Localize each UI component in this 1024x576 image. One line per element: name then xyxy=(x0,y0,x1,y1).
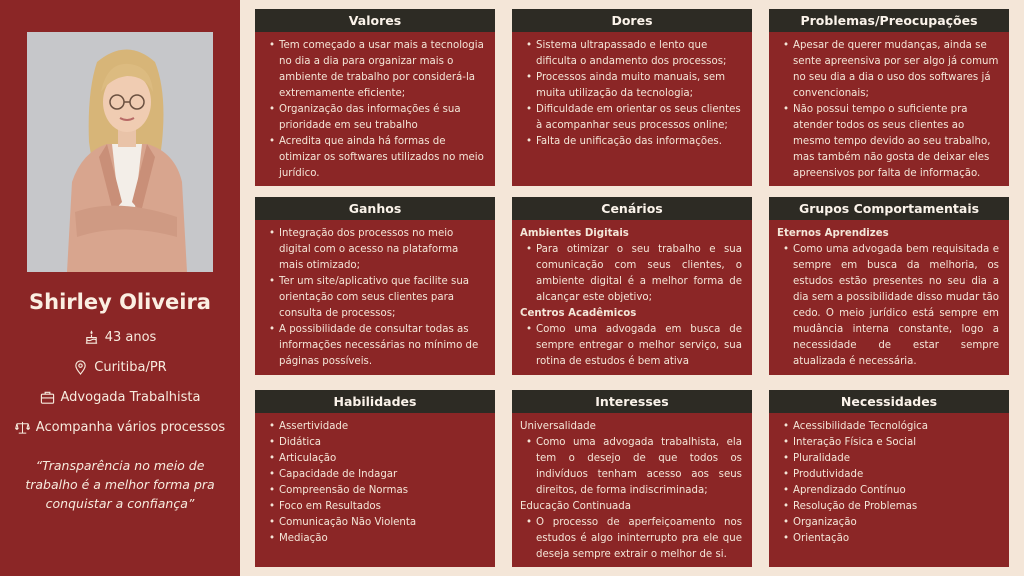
card-valores-title: Valores xyxy=(255,9,495,32)
list-item: • O processo de aperfeiçoamento nos estudos é algo ininterrupto pra ele que deseja sempre extrair o melhor de si. xyxy=(520,515,742,563)
list-item: • Compreensão de Normas xyxy=(263,483,485,499)
persona-occupation xyxy=(0,390,240,405)
persona-processes xyxy=(0,420,240,435)
list-item: • Integração dos processos no meio digital com o acesso na plataforma mais otimizado; xyxy=(263,226,485,274)
list-item: • Pluralidade xyxy=(777,451,999,467)
section-heading: Educação Continuada xyxy=(520,501,632,512)
list-item: • Como uma advogada em busca de sempre entregar o melhor serviço, sua rotina de estudos é bem ativa xyxy=(520,322,742,370)
list-item: • Aprendizado Contínuo xyxy=(777,483,999,499)
section-heading: Ambientes Digitais xyxy=(520,228,629,239)
card-habilidades xyxy=(255,390,495,567)
list-item: • Interação Física e Social xyxy=(777,435,999,451)
list-item: • Processos ainda muito manuais, sem muita utilização da tecnologia; xyxy=(520,70,742,102)
persona-photo xyxy=(27,32,213,272)
card-ganhos-title: Ganhos xyxy=(255,197,495,220)
persona-name: Shirley Oliveira xyxy=(29,290,211,314)
cake-icon xyxy=(84,330,99,345)
persona-location-text: Curitiba/PR xyxy=(94,360,167,375)
section-heading: Universalidade xyxy=(520,421,596,432)
list-item: • Articulação xyxy=(263,451,485,467)
card-grupos-title: Grupos Comportamentais xyxy=(769,197,1009,220)
list-item: • Tem começado a usar mais a tecnologia no dia a dia para organizar mais o ambiente de trabalho por considerá-la extremamente eficiente; xyxy=(263,38,485,102)
list-item: • Organização das informações é sua prioridade em seu trabalho xyxy=(263,102,485,134)
list-item: • Foco em Resultados xyxy=(263,499,485,515)
list-item: • Acessibilidade Tecnológica xyxy=(777,419,999,435)
card-problemas xyxy=(769,9,1009,186)
list-item: • Resolução de Problemas xyxy=(777,499,999,515)
list-item: • Orientação xyxy=(777,531,999,547)
card-interesses-title: Interesses xyxy=(512,390,752,413)
card-necessidades xyxy=(769,390,1009,567)
card-problemas-title: Problemas/Preocupações xyxy=(769,9,1009,32)
persona-processes-text: Acompanha vários processos xyxy=(35,420,226,435)
card-habilidades-title: Habilidades xyxy=(255,390,495,413)
list-item: • Dificuldade em orientar os seus clientes à acompanhar seus processos online; xyxy=(520,102,742,134)
list-item: • Assertividade xyxy=(263,419,485,435)
list-item: • Comunicação Não Violenta xyxy=(263,515,485,531)
persona-occupation-text: Advogada Trabalhista xyxy=(60,390,201,405)
list-item: • Didática xyxy=(263,435,485,451)
card-cenarios-title: Cenários xyxy=(512,197,752,220)
scales-icon xyxy=(15,420,30,435)
list-item: • Sistema ultrapassado e lento que dificulta o andamento dos processos; xyxy=(520,38,742,70)
list-item: • Mediação xyxy=(263,531,485,547)
list-item: • Ter um site/aplicativo que facilite sua orientação com seus clientes para consulta de processos; xyxy=(263,274,485,322)
list-item: • Falta de unificação das informações. xyxy=(520,134,742,150)
persona-sidebar xyxy=(0,0,240,576)
list-item: • A possibilidade de consultar todas as informações necessárias no mínimo de páginas possíveis. xyxy=(263,322,485,370)
card-interesses xyxy=(512,390,752,567)
list-item: • Acredita que ainda há formas de otimizar os softwares utilizados no meio jurídico. xyxy=(263,134,485,182)
persona-location xyxy=(0,360,240,375)
list-item: • Organização xyxy=(777,515,999,531)
section-heading: Centros Acadêmicos xyxy=(520,308,637,319)
list-item: • Produtividade xyxy=(777,467,999,483)
list-item: • Capacidade de Indagar xyxy=(263,467,485,483)
card-ganhos xyxy=(255,197,495,375)
card-dores-title: Dores xyxy=(512,9,752,32)
card-necessidades-title: Necessidades xyxy=(769,390,1009,413)
location-pin-icon xyxy=(73,360,88,375)
persona-quote: “Transparência no meio de trabalho é a melhor forma pra conquistar a confiança” xyxy=(25,458,215,511)
card-valores xyxy=(255,9,495,186)
list-item: • Como uma advogada trabalhista, ela tem o desejo de que todos os indivíduos tenham acesso aos seus direitos, de forma indiscriminada; xyxy=(520,435,742,499)
persona-portrait-image xyxy=(27,32,213,272)
persona-age-text: 43 anos xyxy=(104,330,157,345)
section-heading: Eternos Aprendizes xyxy=(777,228,889,239)
list-item: • Como uma advogada bem requisitada e sempre em busca da melhoria, os estudos estão presentes no seu dia a dia sem a possibilidade disso mudar tão cedo. O meio jurídico está sempre em mudância interna constante, logo a necessidade de estar sempre atualizada é necessária. xyxy=(777,242,999,370)
list-item: • Não possui tempo o suficiente pra atender todos os seus clientes ao mesmo tempo devido ao seu trabalho, mas também não gosta de deixar eles apreensivos por falta de informação. xyxy=(777,102,999,182)
briefcase-icon xyxy=(40,390,55,405)
list-item: • Apesar de querer mudanças, ainda se sente apreensiva por ser algo já comum no seu dia a dia o uso dos softwares já convencionais; xyxy=(777,38,999,102)
card-grupos xyxy=(769,197,1009,375)
persona-age xyxy=(0,330,240,345)
card-cenarios xyxy=(512,197,752,375)
list-item: • Para otimizar o seu trabalho e sua comunicação com seus clientes, o ambiente digital é a melhor forma de alcançar este objetivo; xyxy=(520,242,742,306)
card-dores xyxy=(512,9,752,186)
